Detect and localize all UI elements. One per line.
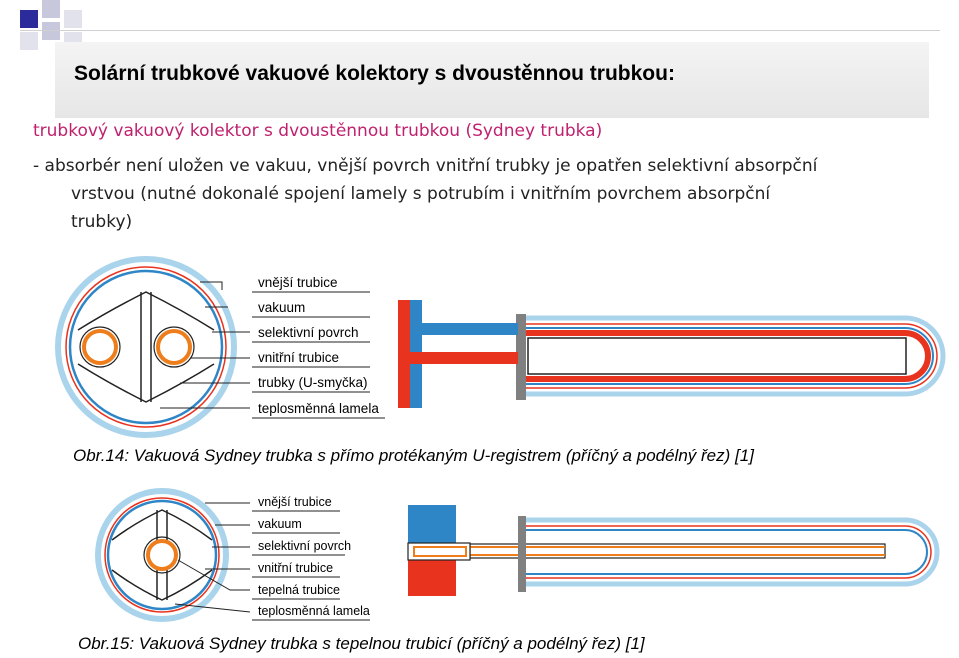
fig2-label-tepelna-trubice: tepelná trubice [258,583,341,597]
fig2-label-vnejsi-trubice: vnější trubice [258,495,332,509]
paragraph-line-1: - absorbér není uložen ve vakuu, vnější povrch vnitřní trubky je opatřen selektivní absorpční [33,156,818,176]
slide-title: Solární trubkové vakuové kolektory s dvoustěnnou trubkou: [74,62,675,85]
fig1-longitudinal-section [398,300,943,408]
fig1-label-lamela: teplosměnná lamela [258,401,379,416]
fig2-heat-pipe [148,541,176,569]
fig2-cross-section [98,491,370,620]
paragraph-line-3: trubky) [71,212,133,232]
fig1-hot-pipe [410,352,518,364]
fig1-label-vakuum: vakuum [258,300,306,315]
fig1-label-vnejsi-trubice: vnější trubice [258,275,338,290]
fig2-long-cap [518,516,526,592]
paragraph-line-2: vrstvou (nutné dokonalé spojení lamely s potrubím i vnitřním povrchem absorpční [71,184,771,204]
fig2-longitudinal-section [408,505,937,596]
fig2-label-selektivni-povrch: selektivní povrch [258,539,352,553]
fig2-label-lamela: teplosměnná lamela [258,604,370,618]
fig1-pipe-right [158,331,190,363]
fig2-cold-block [408,505,456,543]
fig1-label-trubky: trubky (U-smyčka) [258,375,368,390]
fig1-cold-pipe [420,323,518,335]
fig2-label-vnitrni-trubice: vnitřní trubice [258,561,334,575]
figure1-caption: Obr.14: Vakuová Sydney trubka s přímo protékaným U-registrem (příčný a podélný řez) [1] [73,446,754,465]
fig1-pipe-left [84,331,116,363]
fig1-label-selektivni-povrch: selektivní povrch [258,325,359,340]
figure2-caption: Obr.15: Vakuová Sydney trubka s tepelnou trubicí (příčný a podélný řez) [1] [78,634,645,653]
fig1-hot-header [398,300,410,408]
fig2-hot-block [408,560,456,596]
fig2-label-vakuum: vakuum [258,517,302,531]
subheading: trubkový vakuový kolektor s dvoustěnnou trubkou (Sydney trubka) [33,121,603,141]
fig1-label-vnitrni-trubice: vnitřní trubice [258,350,340,365]
